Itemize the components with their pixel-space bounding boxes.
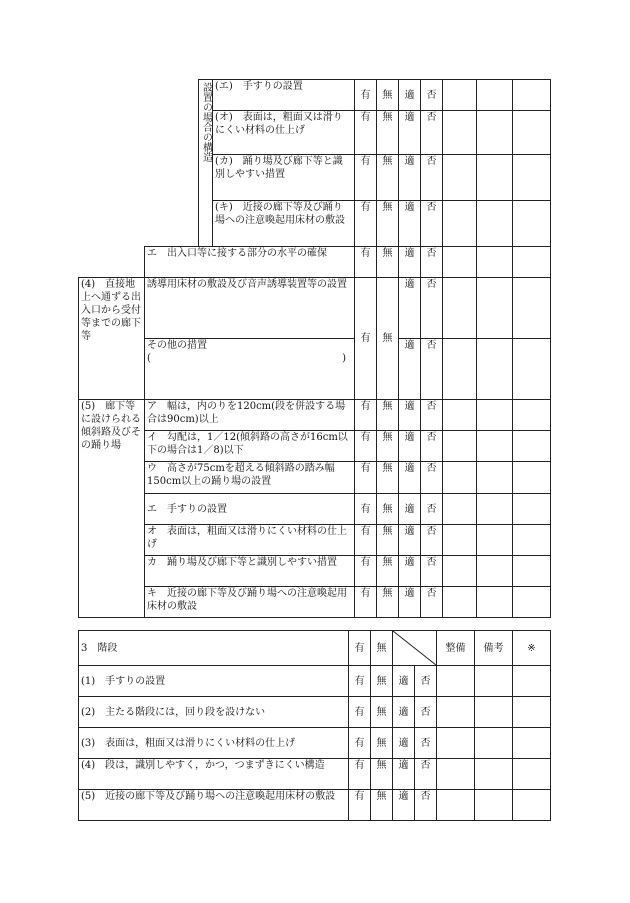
biko-cell [477, 247, 513, 278]
seibi-cell [443, 155, 477, 201]
kome-cell [513, 278, 551, 339]
stairs-item: (2) 主たる階段には，回り段を設けない [79, 697, 349, 728]
biko-cell [477, 155, 513, 201]
kome-cell [513, 339, 551, 400]
mark-yes: 有 [355, 556, 377, 587]
sec4-item2: その他の措置 [147, 340, 207, 351]
mark-no: 無 [371, 666, 393, 697]
seibi-cell [443, 556, 477, 587]
mark-no: 無 [377, 525, 399, 556]
mark-no: 無 [377, 462, 399, 494]
mark-no: 無 [377, 587, 399, 618]
row-sec4-item1 [79, 278, 551, 339]
mark-yes: 有 [355, 462, 377, 494]
stairs-item: (4) 段は，識別しやすく，かつ，つまずきにくい構造 [79, 759, 349, 790]
mark-no: 無 [377, 494, 399, 525]
mark-ok: 適 [399, 494, 421, 525]
mark-ng: 否 [415, 666, 437, 697]
seibi-cell [443, 247, 477, 278]
mark-yes: 有 [355, 80, 377, 111]
mark-ok: 適 [399, 400, 421, 431]
mark-no: 無 [371, 697, 393, 728]
mark-yes: 有 [349, 790, 371, 821]
mark-yes: 有 [355, 400, 377, 431]
mark-yes: 有 [355, 587, 377, 618]
biko-cell [477, 462, 513, 494]
mark-yes: 有 [349, 728, 371, 759]
mark-ok: 適 [393, 759, 415, 790]
item-label: エ 出入口等に接する部分の水平の確保 [145, 247, 355, 278]
kome-cell [513, 790, 551, 821]
mark-ok: 適 [393, 728, 415, 759]
mark-ng: 否 [421, 587, 443, 618]
row-sec5-e [79, 494, 551, 525]
stairs-item: (3) 表面は，粗面又は滑りにくい材料の仕上げ [79, 728, 349, 759]
sec5-item: キ 近接の廊下等及び踊り場への注意喚起用床材の敷設 [145, 587, 355, 618]
seibi-cell [443, 431, 477, 462]
row-sec5-a [79, 400, 551, 431]
seibi-cell [443, 494, 477, 525]
mark-no: 無 [377, 400, 399, 431]
row-level-section [79, 247, 551, 278]
kome-cell [513, 431, 551, 462]
mark-ng: 否 [421, 80, 443, 111]
mark-ng: 否 [415, 759, 437, 790]
stairs-header-row [79, 631, 551, 666]
stairs-row-2 [79, 697, 551, 728]
biko-cell [477, 80, 513, 111]
sec5-item: ア 幅は，内のりを120cm(段を併設する場合は90cm)以上 [145, 400, 355, 431]
stairs-row-3 [79, 728, 551, 759]
mark-ok: 適 [399, 462, 421, 494]
biko-cell [477, 111, 513, 155]
seibi-cell [443, 278, 477, 339]
biko-cell [477, 525, 513, 556]
seibi-cell [437, 759, 475, 790]
row-sec5-u [79, 462, 551, 494]
seibi-cell [437, 790, 475, 821]
biko-cell [475, 697, 513, 728]
mark-ng: 否 [415, 697, 437, 728]
row-sec5-ki [79, 587, 551, 618]
mark-no: 無 [377, 556, 399, 587]
mark-no: 無 [377, 431, 399, 462]
seibi-cell [443, 339, 477, 400]
kome-cell [513, 155, 551, 201]
mark-ok: 適 [399, 111, 421, 155]
mark-ok: 適 [399, 431, 421, 462]
item-label: (カ) 踊り場及び廊下等と識別しやすい措置 [213, 155, 355, 201]
item-label: (キ) 近接の廊下等及び踊り場への注意喚起用床材の敷設 [213, 201, 355, 247]
mark-ng: 否 [421, 111, 443, 155]
mark-ng: 否 [421, 201, 443, 247]
mark-no: 無 [377, 155, 399, 201]
mark-ok: 適 [399, 525, 421, 556]
mark-ok: 適 [393, 790, 415, 821]
biko-cell [477, 201, 513, 247]
seibi-cell [437, 728, 475, 759]
seibi-cell [443, 525, 477, 556]
mark-ng: 否 [415, 728, 437, 759]
stairs-row-4 [79, 759, 551, 790]
mark-ok: 適 [399, 201, 421, 247]
item-label: (オ) 表面は，粗面又は滑りにくい材料の仕上げ [213, 111, 355, 155]
mark-ok: 適 [399, 278, 421, 339]
table-facilities [78, 79, 551, 618]
biko-cell [477, 400, 513, 431]
sec4-item2-cell [145, 339, 355, 400]
biko-cell [475, 666, 513, 697]
mark-no: 無 [371, 728, 393, 759]
header-yes: 有 [349, 631, 371, 666]
kome-cell [513, 494, 551, 525]
sec4-label: (4) 直接地上へ通ずる出入口から受付等までの廊下等 [79, 278, 145, 400]
biko-cell [475, 790, 513, 821]
item-label: (エ) 手すりの設置 [213, 80, 355, 111]
sec5-item: ウ 高さが75cmを超える傾斜路の踏み幅150cm以上の踊り場の設置 [145, 462, 355, 494]
mark-no: 無 [377, 201, 399, 247]
seibi-cell [443, 111, 477, 155]
stairs-title: 3 階段 [79, 631, 349, 666]
mark-ok: 適 [399, 247, 421, 278]
header-seibi: 整備 [437, 631, 475, 666]
row-sec4-item2 [79, 339, 551, 400]
kome-cell [513, 759, 551, 790]
mark-ng: 否 [421, 494, 443, 525]
row-sec5-ka [79, 556, 551, 587]
sec4-item1: 誘導用床材の敷設及び音声誘導装置等の設置 [145, 278, 355, 339]
mark-ok: 適 [399, 155, 421, 201]
kome-cell [513, 247, 551, 278]
row-structure-e [79, 80, 551, 111]
mark-ng: 否 [421, 155, 443, 201]
mark-yes: 有 [355, 111, 377, 155]
mark-ok: 適 [393, 697, 415, 728]
mark-ng: 否 [421, 247, 443, 278]
kome-cell [513, 525, 551, 556]
mark-ng: 否 [421, 431, 443, 462]
mark-ok: 適 [399, 339, 421, 400]
sec5-item: オ 表面は，粗面又は滑りにくい材料の仕上げ [145, 525, 355, 556]
mark-yes: 有 [355, 278, 377, 400]
stairs-item: (1) 手すりの設置 [79, 666, 349, 697]
biko-cell [477, 587, 513, 618]
sec5-item: カ 踊り場及び廊下等と識別しやすい措置 [145, 556, 355, 587]
kome-cell [513, 400, 551, 431]
mark-yes: 有 [355, 247, 377, 278]
kome-cell [513, 728, 551, 759]
stairs-row-5 [79, 790, 551, 821]
seibi-cell [437, 697, 475, 728]
mark-no: 無 [371, 759, 393, 790]
sec5-item: エ 手すりの設置 [145, 494, 355, 525]
biko-cell [475, 759, 513, 790]
mark-yes: 有 [349, 666, 371, 697]
row-sec5-o [79, 525, 551, 556]
structure-label-cell [199, 80, 213, 247]
table-stairs [78, 630, 551, 821]
seibi-cell [443, 462, 477, 494]
stairs-item: (5) 近接の廊下等及び踊り場への注意喚起用床材の敷設 [79, 790, 349, 821]
seibi-cell [443, 587, 477, 618]
mark-no: 無 [377, 80, 399, 111]
stairs-row-1 [79, 666, 551, 697]
mark-no: 無 [377, 247, 399, 278]
structure-label: 設置の場合の構造 [200, 82, 212, 162]
mark-ok: 適 [399, 80, 421, 111]
kome-cell [513, 201, 551, 247]
mark-no: 無 [377, 111, 399, 155]
kome-cell [513, 587, 551, 618]
mark-ng: 否 [421, 339, 443, 400]
biko-cell [477, 556, 513, 587]
kome-cell [513, 666, 551, 697]
mark-ng: 否 [421, 400, 443, 431]
biko-cell [475, 728, 513, 759]
mark-yes: 有 [355, 494, 377, 525]
mark-ok: 適 [399, 556, 421, 587]
mark-ok: 適 [399, 587, 421, 618]
kome-cell [513, 462, 551, 494]
header-no: 無 [371, 631, 393, 666]
sec5-item: イ 勾配は，1／12(傾斜路の高さが16cm以下の場合は1／8)以下 [145, 431, 355, 462]
mark-yes: 有 [355, 431, 377, 462]
diagonal-line [393, 631, 436, 665]
mark-yes: 有 [349, 759, 371, 790]
mark-ng: 否 [421, 556, 443, 587]
kome-cell [513, 697, 551, 728]
biko-cell [477, 278, 513, 339]
mark-yes: 有 [355, 201, 377, 247]
seibi-cell [443, 201, 477, 247]
mark-no: 無 [377, 278, 399, 400]
kome-cell [513, 80, 551, 111]
paren-open: ( [147, 353, 151, 364]
mark-yes: 有 [355, 155, 377, 201]
biko-cell [477, 494, 513, 525]
header-biko: 備考 [475, 631, 513, 666]
header-kome: ※ [513, 631, 551, 666]
biko-cell [477, 431, 513, 462]
header-diagonal-cell [393, 631, 437, 666]
mark-ok: 適 [393, 666, 415, 697]
seibi-cell [437, 666, 475, 697]
paren-close: ) [342, 353, 346, 364]
kome-cell [513, 111, 551, 155]
mark-ng: 否 [421, 462, 443, 494]
row-sec5-i [79, 431, 551, 462]
mark-ng: 否 [421, 278, 443, 339]
mark-ng: 否 [415, 790, 437, 821]
mark-yes: 有 [349, 697, 371, 728]
mark-yes: 有 [355, 525, 377, 556]
biko-cell [477, 339, 513, 400]
seibi-cell [443, 80, 477, 111]
sec5-label: (5) 廊下等に設けられる傾斜路及びその踊り場 [79, 400, 145, 618]
seibi-cell [443, 400, 477, 431]
mark-ng: 否 [421, 525, 443, 556]
mark-no: 無 [371, 790, 393, 821]
kome-cell [513, 556, 551, 587]
